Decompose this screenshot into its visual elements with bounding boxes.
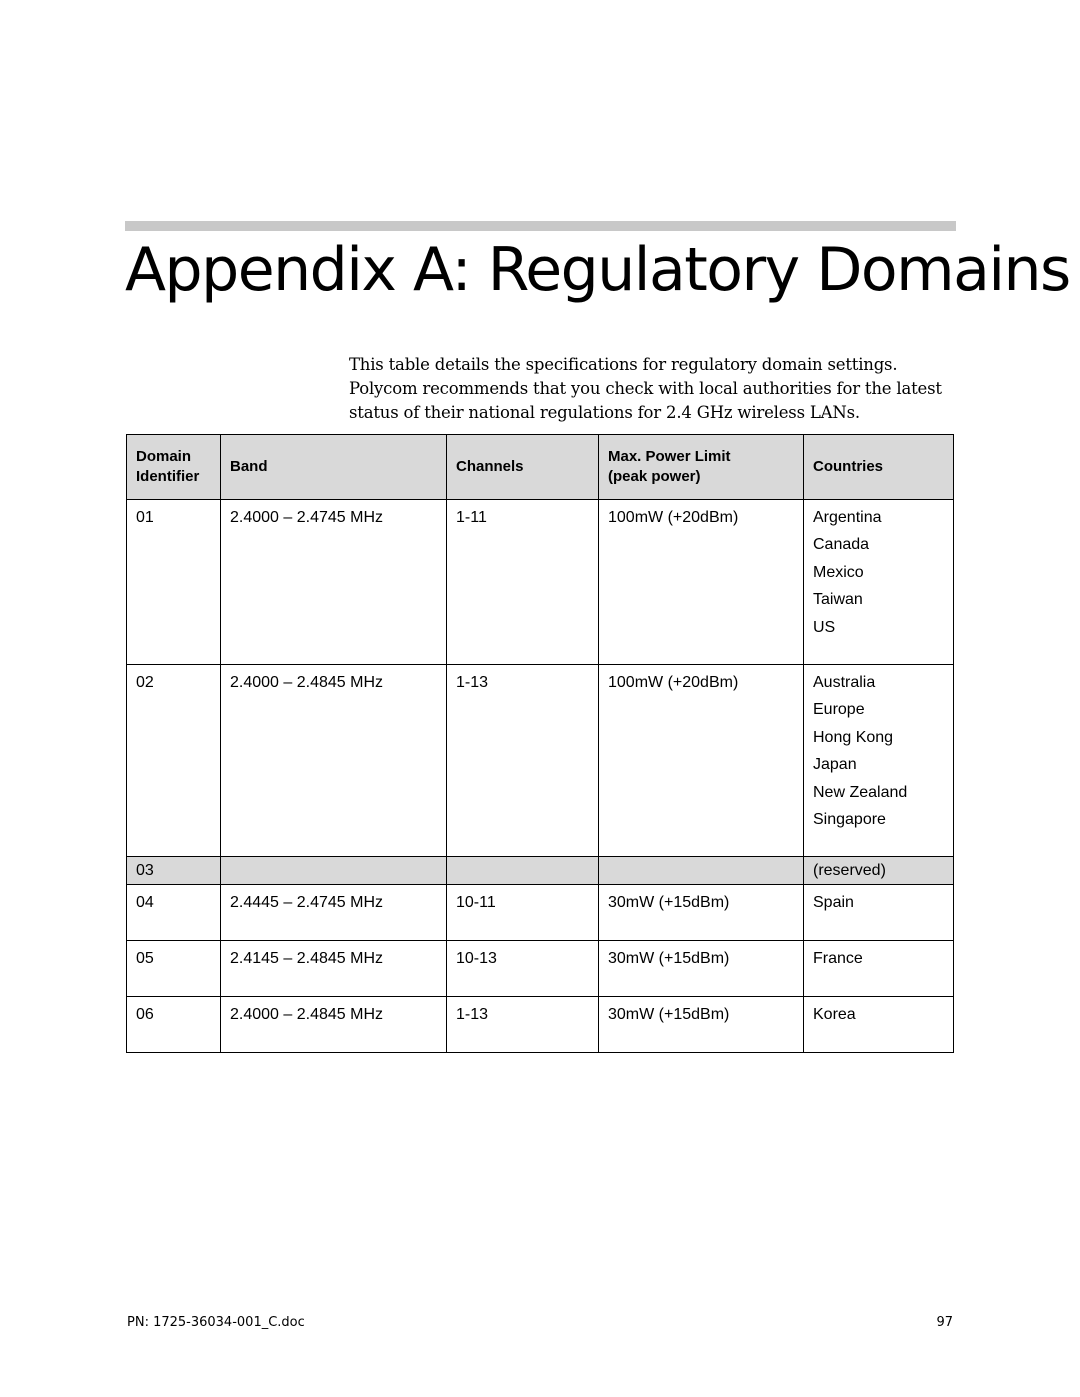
country-item: Taiwan: [813, 591, 863, 609]
intro-paragraph: This table details the specifications for regulatory domain settings. Polycom recommends that you check with local authorities for the latest status of their national regulations for 2.4 GHz wireless LANs.: [349, 355, 942, 422]
cell-power: [599, 857, 804, 885]
country-item: Australia: [813, 674, 876, 691]
cell-channels: 1-11: [447, 500, 599, 665]
header-domain-identifier: [127, 435, 221, 500]
country-item: Canada: [813, 536, 870, 554]
cell-band: [221, 857, 447, 885]
cell-channels: [447, 857, 599, 885]
cell-domain-id: 03: [127, 857, 221, 885]
header-domain-line2: Identifier: [136, 468, 200, 485]
header-band: Band: [221, 435, 447, 500]
cell-domain-id: 01: [127, 500, 221, 665]
cell-channels: 1-13: [447, 665, 599, 857]
cell-power: 30mW (+15dBm): [599, 885, 804, 941]
cell-channels: 10-11: [447, 885, 599, 941]
regulatory-domains-table: [126, 434, 954, 1053]
cell-channels: 1-13: [447, 997, 599, 1053]
country-item: Spain: [813, 894, 854, 912]
header-max-power: [599, 435, 804, 500]
table-row: [127, 500, 954, 665]
cell-band: 2.4445 – 2.4745 MHz: [221, 885, 447, 941]
cell-power: 100mW (+20dBm): [599, 500, 804, 665]
title-rule: [125, 221, 956, 231]
cell-countries: [804, 500, 954, 665]
cell-countries: [804, 665, 954, 857]
country-item: Hong Kong: [813, 728, 894, 746]
table-row: [127, 941, 954, 997]
cell-band: 2.4145 – 2.4845 MHz: [221, 941, 447, 997]
cell-domain-id: 06: [127, 997, 221, 1053]
cell-band: 2.4000 – 2.4745 MHz: [221, 500, 447, 665]
cell-countries: [804, 941, 954, 997]
cell-power: 30mW (+15dBm): [599, 941, 804, 997]
cell-band: 2.4000 – 2.4845 MHz: [221, 665, 447, 857]
header-channels: Channels: [447, 435, 599, 500]
country-item: France: [813, 950, 863, 968]
header-power-line1: Max. Power Limit: [608, 448, 731, 465]
table-header-row: [127, 435, 954, 500]
header-countries: Countries: [804, 435, 954, 500]
country-item: US: [813, 618, 836, 636]
country-item: New Zealand: [813, 783, 908, 801]
footer-page-number: 97: [936, 1315, 953, 1330]
cell-band: 2.4000 – 2.4845 MHz: [221, 997, 447, 1053]
country-item: Argentina: [813, 509, 882, 526]
table-row-reserved: [127, 857, 954, 885]
footer-part-number: PN: 1725-36034-001_C.doc: [127, 1315, 305, 1330]
cell-domain-id: 04: [127, 885, 221, 941]
country-item: Mexico: [813, 563, 864, 581]
table-row: [127, 885, 954, 941]
page-title: Appendix A: Regulatory Domains: [125, 235, 1070, 305]
cell-channels: 10-13: [447, 941, 599, 997]
cell-countries: [804, 997, 954, 1053]
table-row: [127, 997, 954, 1053]
cell-countries: [804, 885, 954, 941]
cell-power: 30mW (+15dBm): [599, 997, 804, 1053]
header-domain-line1: Domain: [136, 448, 192, 465]
country-item: Europe: [813, 701, 865, 719]
header-power-line2: (peak power): [608, 468, 701, 485]
table-row: [127, 665, 954, 857]
country-item: Korea: [813, 1006, 856, 1024]
cell-domain-id: 02: [127, 665, 221, 857]
country-item: (reserved): [813, 862, 886, 879]
cell-domain-id: 05: [127, 941, 221, 997]
cell-countries: [804, 857, 954, 885]
country-item: Singapore: [813, 811, 886, 829]
country-item: Japan: [813, 756, 857, 774]
cell-power: 100mW (+20dBm): [599, 665, 804, 857]
